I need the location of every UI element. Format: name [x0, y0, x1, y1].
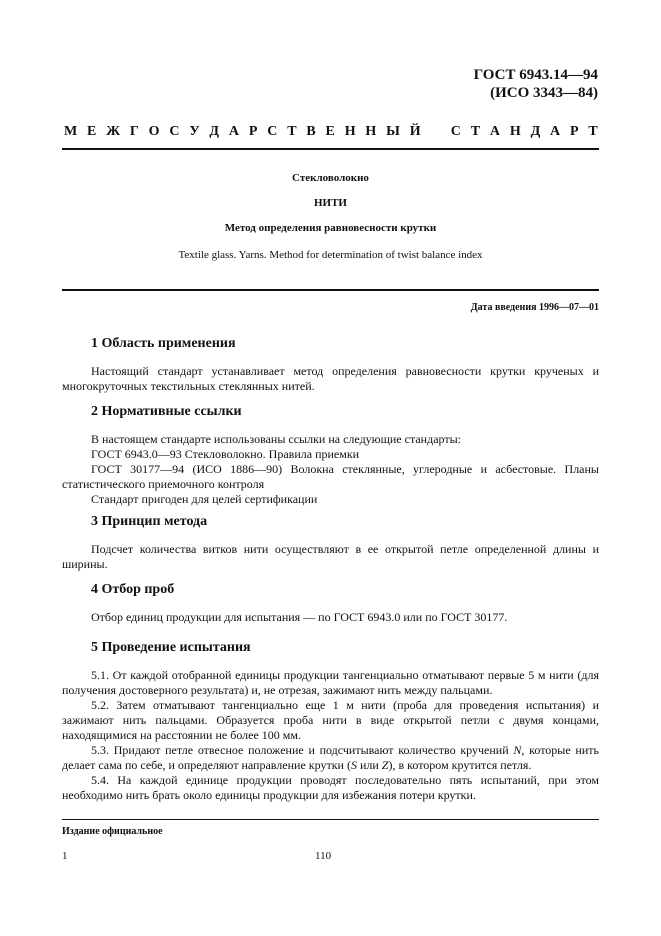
banner-letter: С	[267, 124, 278, 139]
section-2-line-3: ГОСТ 30177—94 (ИСО 1886—90) Волокна стеклянные, углеродные и асбестовые. Планы статистического приемочного контроля	[62, 462, 599, 491]
document-code-block	[474, 66, 598, 102]
section-1-heading: 1 Область применения	[91, 336, 236, 351]
banner-letter: С	[450, 124, 461, 139]
iso-code: (ИСО 3343—84)	[490, 85, 598, 101]
header-divider	[62, 148, 599, 150]
page-number: 110	[315, 850, 332, 862]
clause-5-3	[62, 743, 599, 773]
title-english: Textile glass. Yarns. Method for determination of twist balance index	[178, 249, 483, 261]
section-2-heading: 2 Нормативные ссылки	[91, 404, 242, 419]
banner-letter: Ж	[106, 124, 121, 139]
banner-letter: Т	[588, 124, 598, 139]
banner-letter: А	[228, 124, 240, 139]
section-2-body	[62, 432, 599, 507]
banner-letter: Д	[530, 124, 541, 139]
variable-s: S	[350, 758, 357, 772]
section-5-heading: 5 Проведение испытания	[91, 640, 251, 655]
clause-5-3-part-c: или	[356, 758, 382, 772]
banner-letter: С	[169, 124, 180, 139]
banner-letter: Н	[365, 124, 377, 139]
banner-letter: Н	[509, 124, 521, 139]
title-subject: НИТИ	[313, 197, 347, 209]
section-3-heading: 3 Принцип метода	[91, 514, 208, 529]
official-edition-label: Издание официальное	[62, 826, 163, 837]
clause-5-3-part-b: , которые нить делает сама по себе, и определяют направление крутки (	[62, 743, 599, 772]
clause-5-3-part-a: 5.3. Придают петле отвесное положение и подсчитывают количество кручений	[91, 743, 514, 757]
title-category: Стекловолокно	[292, 172, 369, 184]
section-2-line-2: ГОСТ 6943.0—93 Стекловолокно. Правила приемки	[91, 447, 360, 461]
section-4-body	[62, 610, 599, 625]
title-divider	[62, 289, 599, 291]
variable-z: Z	[381, 758, 389, 772]
banner-letter: О	[148, 124, 160, 139]
banner-letter: Г	[129, 124, 139, 139]
clause-5-4: 5.4. На каждой единице продукции проводят последовательно пять испытаний, при этом необходимо нить брать около единицы продукции для избежания потери крутки.	[62, 773, 599, 802]
section-1-text: Настоящий стандарт устанавливает метод определения равновесности крутки крученых и многокруточных текстильных стеклянных нитей.	[62, 364, 599, 393]
section-2-line-4: Стандарт пригоден для целей сертификации	[91, 492, 318, 506]
interstate-standard-banner	[64, 124, 598, 140]
title-method: Метод определения равновесности крутки	[224, 222, 437, 234]
clause-5-3-part-d: ), в котором крутится петля.	[388, 758, 532, 772]
banner-letter: Т	[287, 124, 297, 139]
banner-letter: А	[550, 124, 561, 139]
section-4-text: Отбор единиц продукции для испытания — по ГОСТ 6943.0 или по ГОСТ 30177.	[91, 610, 508, 624]
footer-divider	[62, 819, 599, 820]
banner-letter: Д	[209, 124, 220, 139]
section-1-body	[62, 364, 599, 394]
banner-letter: В	[306, 124, 316, 139]
section-3-text: Подсчет количества витков нити осуществляют в ее открытой петле определенной длины и ширины.	[62, 542, 599, 571]
section-5-body	[62, 668, 599, 803]
banner-letter: Е	[325, 124, 335, 139]
section-4-heading: 4 Отбор проб	[91, 582, 175, 597]
sheet-number: 1	[62, 850, 68, 862]
banner-letter: Р	[248, 124, 258, 139]
banner-letter: Н	[344, 124, 356, 139]
clause-5-1: 5.1. От каждой отобранной единицы продукции тангенциально отматывают первые 5 м нити (для получения достоверного результата) и, не отрезая, зажимают нить между пальцами.	[62, 668, 599, 697]
variable-n: N	[513, 743, 522, 757]
banner-letter: У	[189, 124, 200, 139]
banner-letter: Е	[87, 124, 97, 139]
banner-letter: А	[489, 124, 501, 139]
banner-letter: Р	[569, 124, 579, 139]
banner-letter	[430, 124, 441, 140]
banner-letter: Т	[470, 124, 481, 139]
section-2-line-1: В настоящем стандарте использованы ссылки на следующие стандарты:	[91, 432, 462, 446]
clause-5-2: 5.2. Затем отматывают тангенциально еще 1 м нити (проба для проведения испытания) и зажимают нить пальцами. Образуется проба нити в виде открытой петли с двумя концами, находящимися на расстоянии не более 100 мм.	[62, 698, 599, 742]
section-3-body	[62, 542, 599, 572]
banner-letter: Ы	[386, 124, 400, 139]
gost-code: ГОСТ 6943.14—94	[473, 67, 598, 83]
banner-letter: М	[64, 124, 78, 139]
introduction-date: Дата введения 1996—07—01	[470, 302, 599, 313]
banner-letter: Й	[409, 124, 421, 139]
